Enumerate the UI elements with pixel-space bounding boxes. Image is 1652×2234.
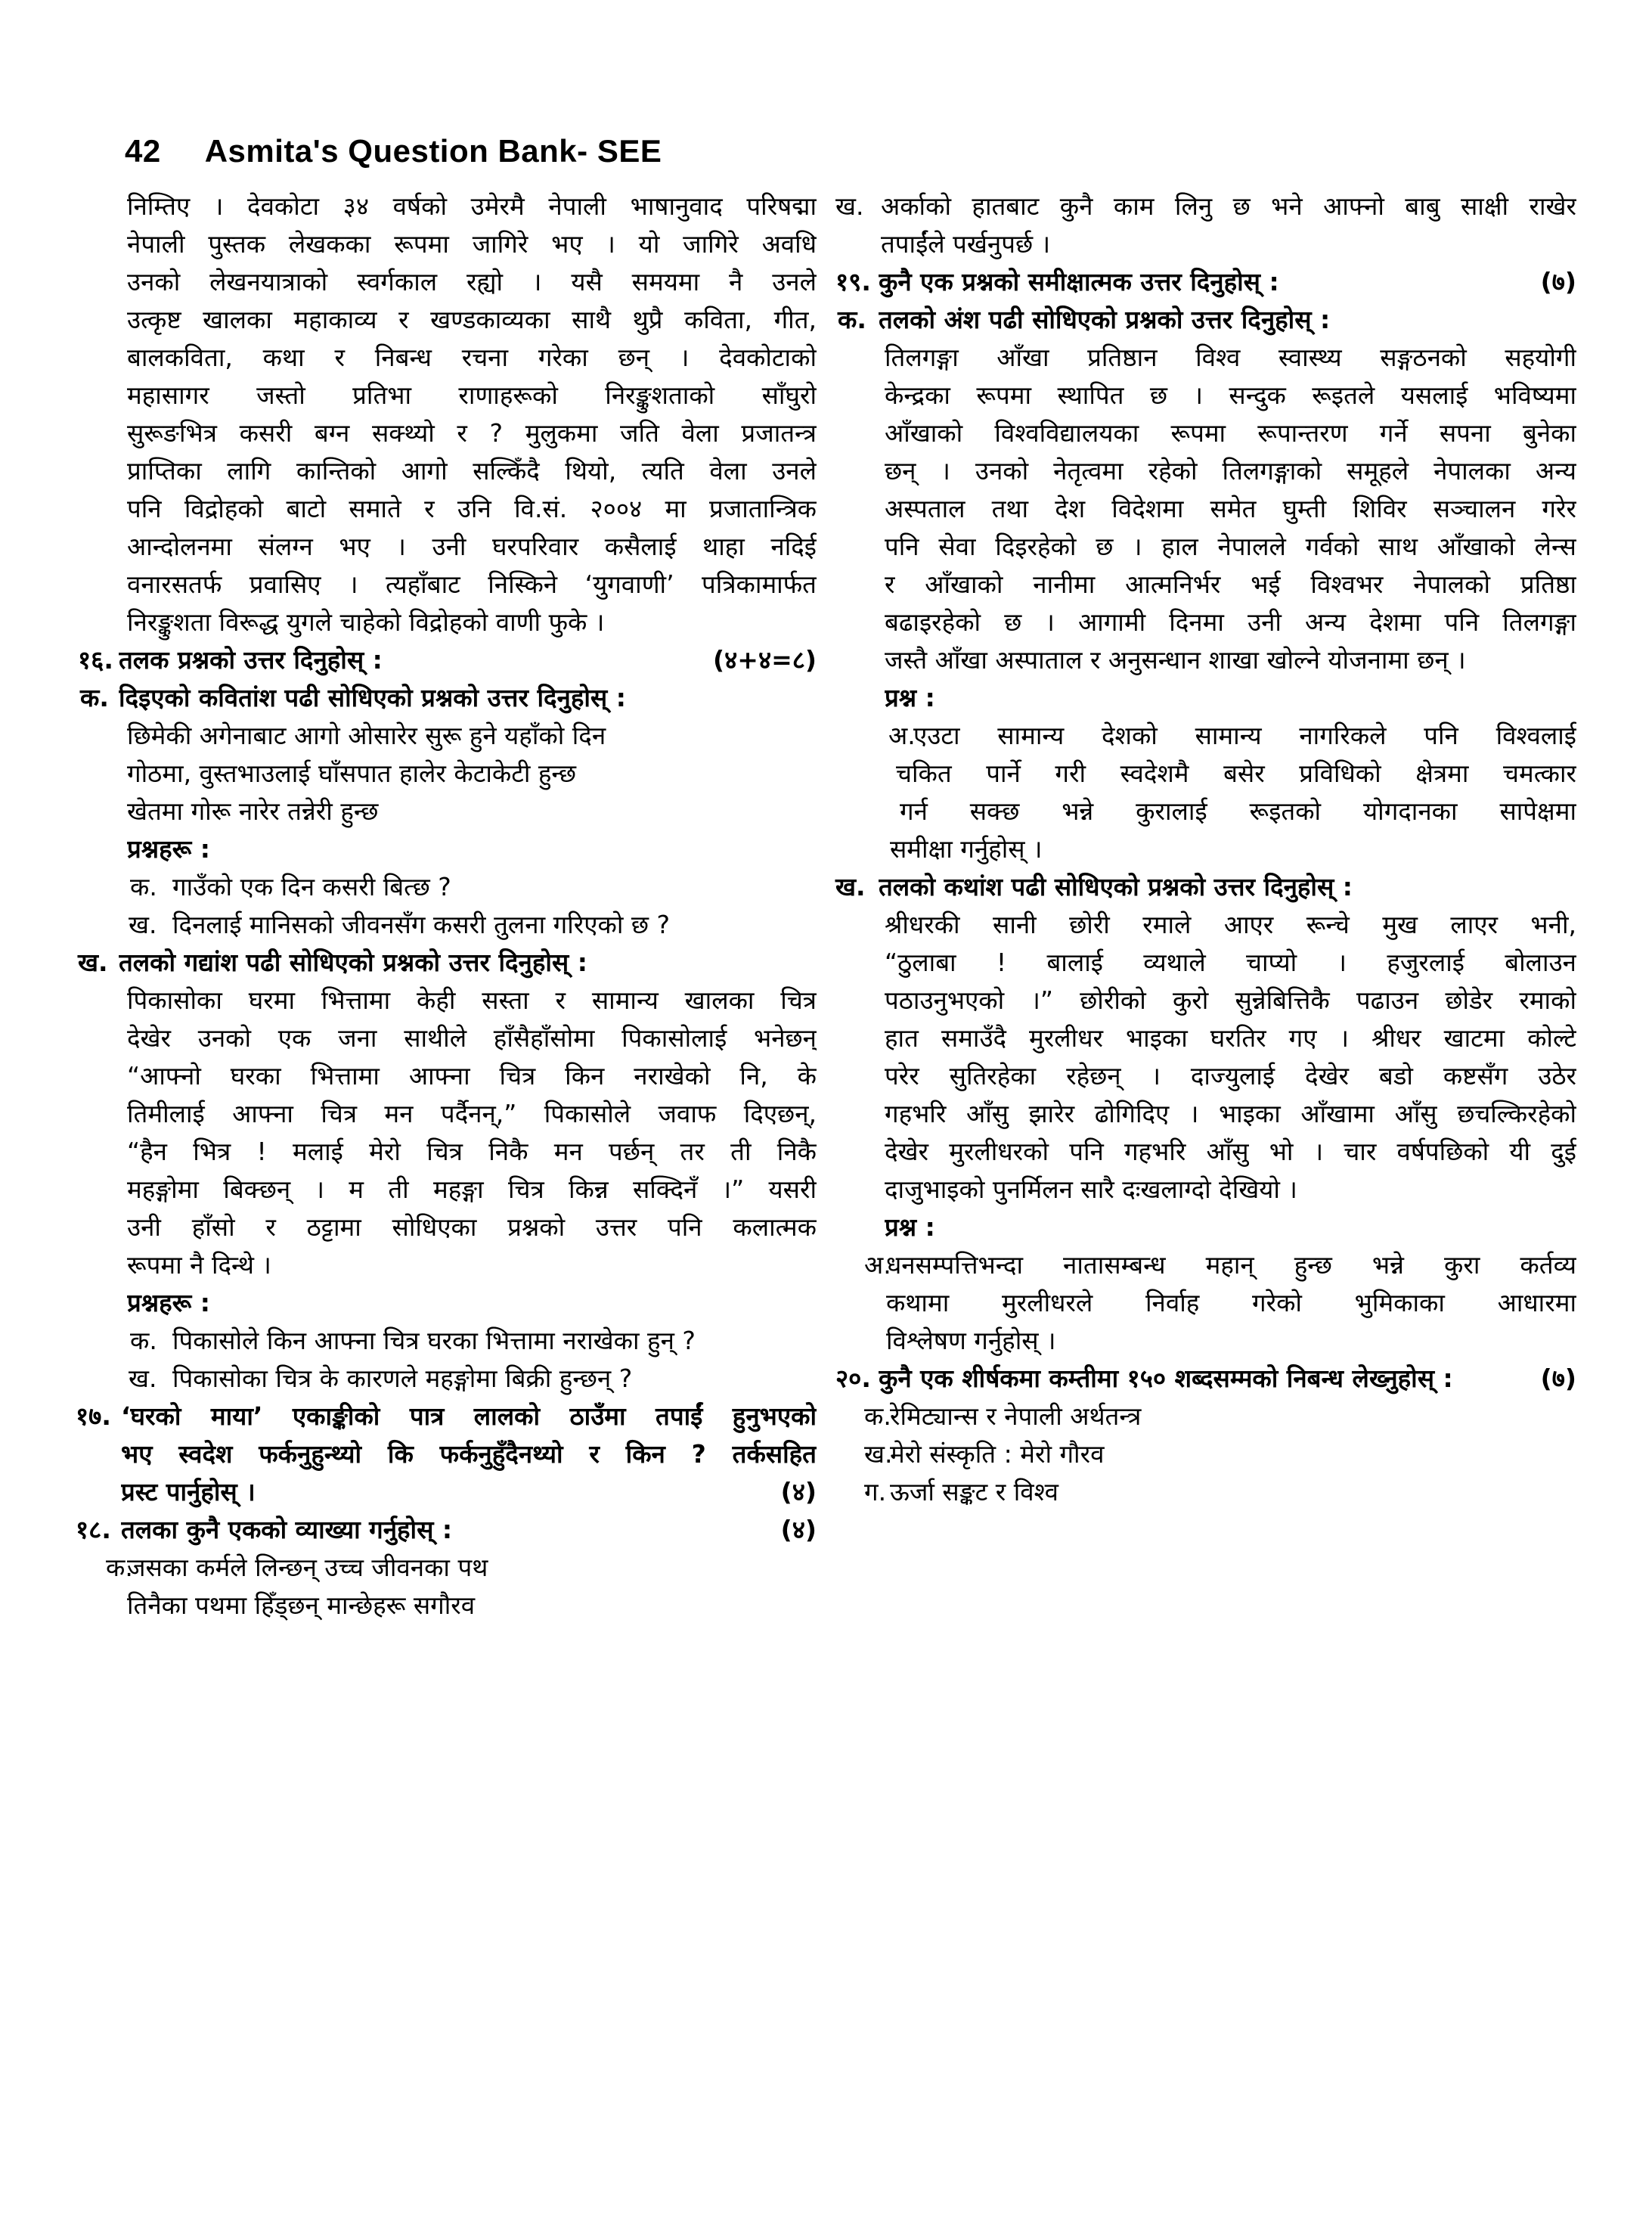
text-line: [76, 452, 817, 490]
text-line: [835, 830, 1576, 868]
text-line: [835, 528, 1576, 566]
text-line: [76, 301, 817, 339]
line-label: २०.: [835, 1364, 871, 1393]
marks-allocation: (७): [1540, 1364, 1576, 1393]
text-line: [835, 490, 1576, 528]
text-line: [835, 1057, 1576, 1095]
line-label: क.: [864, 1401, 891, 1431]
marks-allocation: (४): [780, 1477, 817, 1506]
text-line: [835, 339, 1576, 377]
line-label: क.: [80, 683, 109, 712]
page-number: 42: [125, 133, 161, 169]
line-text: र आँखाको नानीमा आत्मनिर्भर भई विश्वभर नेपालको प्रतिष्ठा: [885, 569, 1576, 599]
line-label: १६.: [78, 645, 113, 675]
line-text: रेमिट्यान्स र नेपाली अर्थतन्त्र: [890, 1401, 1142, 1431]
line-label: अ.: [888, 721, 916, 750]
line-text: पनि सेवा दिइरहेको छ । हाल नेपालले गर्वको साथ आँखाको लेन्स: [885, 532, 1576, 561]
line-text: उत्कृष्ट खालका महाकाव्य र खण्डकाव्यका साथै थुप्रै कविता, गीत,: [127, 305, 817, 334]
text-line: [835, 188, 1576, 225]
line-text: अर्काको हातबाट कुनै काम लिनु छ भने आफ्नो बाबु साक्षी राखेर: [881, 191, 1576, 221]
line-label: ख.: [129, 910, 157, 939]
text-line: [835, 1398, 1576, 1435]
text-line: [76, 1095, 817, 1133]
text-line: [76, 490, 817, 528]
line-text: एउटा सामान्य देशको सामान्य नागरिकले पनि विश्वलाई: [913, 721, 1576, 750]
line-text: मेरो संस्कृति : मेरो गौरव: [890, 1439, 1105, 1469]
line-label: क.: [130, 1326, 157, 1355]
text-line: [835, 1171, 1576, 1209]
page-header: [125, 133, 662, 169]
line-text: प्रश्न :: [885, 1212, 935, 1242]
text-line: [76, 906, 817, 944]
text-line: [76, 263, 817, 301]
line-label: १७.: [76, 1401, 111, 1431]
text-line: [835, 1019, 1576, 1057]
text-line: [835, 225, 1576, 263]
text-line: [76, 679, 817, 717]
text-line: [835, 377, 1576, 414]
left-column: [76, 188, 817, 1624]
text-line: [76, 1057, 817, 1095]
line-text: उनको लेखनयात्राको स्वर्गकाल रह्यो । यसै समयमा नै उनले: [127, 267, 817, 296]
line-text: पिकासोले किन आफ्ना चित्र घरका भित्तामा नराखेका हुन् ?: [172, 1326, 696, 1355]
line-label: ख.: [835, 191, 864, 221]
text-line: [835, 414, 1576, 452]
line-text: चकित पार्ने गरी स्वदेशमै बसेर प्रविधिको क्षेत्रमा चमत्कार: [896, 759, 1576, 788]
text-line: [835, 793, 1576, 830]
text-line: [76, 1398, 817, 1435]
line-label: १८.: [76, 1515, 111, 1544]
text-line: [835, 641, 1576, 679]
line-label: ख.: [78, 948, 108, 977]
line-text: विश्लेषण गर्नुहोस् ।: [886, 1326, 1056, 1355]
text-line: [76, 793, 817, 830]
line-text: देखेर उनको एक जना साथीले हाँसैहाँसोमा पिकासोलाई भनेछन्: [127, 1023, 817, 1053]
line-text: कुनै एक प्रश्नको समीक्षात्मक उत्तर दिनुहोस् :: [879, 267, 1279, 296]
line-text: ‘घरको माया’ एकाङ्कीको पात्र लालको ठाउँमा तपाईं हुनुभएको: [121, 1401, 817, 1431]
text-line: [835, 1360, 1576, 1398]
text-line: [76, 377, 817, 414]
line-text: अस्पताल तथा देश विदेशमा समेत घुम्ती शिविर सञ्चालन गरेर: [885, 494, 1576, 523]
text-line: [76, 982, 817, 1019]
line-text: महासागर जस्तो प्रतिभा राणाहरूको निरङ्कुशताको साँघुरो: [127, 380, 817, 410]
text-line: [835, 452, 1576, 490]
line-label: ग.: [864, 1477, 887, 1506]
text-line: [76, 339, 817, 377]
line-text: जसका कर्मले लिन्छन् उच्च जीवनका पथ: [127, 1553, 488, 1582]
line-text: दिइएको कवितांश पढी सोधिएको प्रश्नको उत्तर दिनुहोस् :: [119, 683, 626, 712]
line-text: केन्द्रका रूपमा स्थापित छ । सन्दुक रूइतले यसलाई भविष्यमा: [885, 380, 1576, 410]
line-text: समीक्षा गर्नुहोस् ।: [890, 834, 1043, 864]
line-text: दाजुभाइको पुनर्मिलन सारै दःखलाग्दो देखियो ।: [885, 1174, 1297, 1204]
text-line: [835, 263, 1576, 301]
line-label: ख.: [129, 1364, 157, 1393]
line-text: रूपमा नै दिन्थे ।: [127, 1250, 271, 1280]
text-line: [76, 1549, 817, 1587]
text-line: [835, 1246, 1576, 1284]
line-text: तिमीलाई आफ्ना चित्र मन पर्दैनन्,” पिकासोले जवाफ दिएछन्,: [127, 1099, 817, 1128]
line-text: गहभरि आँसु झारेर ढोगिदिए । भाइका आँखामा आँसु छचल्किरहेको: [885, 1099, 1576, 1128]
text-line: [835, 755, 1576, 793]
line-text: प्राप्तिका लागि कान्तिको आगो सल्किँदै थियो, त्यति वेला उनले: [127, 456, 817, 486]
text-line: [76, 1171, 817, 1209]
text-line: [76, 868, 817, 906]
line-text: निरङ्कुशता विरूद्ध युगले चाहेको विद्रोहको वाणी फुके ।: [127, 607, 605, 637]
text-line: [76, 1019, 817, 1057]
text-line: [835, 868, 1576, 906]
text-line: [835, 906, 1576, 944]
line-text: पिकासोका घरमा भित्तामा केही सस्ता र सामान्य खालका चित्र: [127, 985, 817, 1015]
text-line: [76, 188, 817, 225]
line-text: सुरूङभित्र कसरी बग्न सक्थ्यो र ? मुलुकमा जति वेला प्रजातन्त्र: [127, 418, 817, 448]
text-line: [835, 982, 1576, 1019]
text-line: [76, 755, 817, 793]
line-label: ख.: [864, 1439, 893, 1469]
text-line: [76, 1473, 817, 1511]
text-line: [76, 566, 817, 603]
text-line: [835, 1095, 1576, 1133]
text-line: [835, 1209, 1576, 1246]
text-line: [835, 1322, 1576, 1360]
text-line: [835, 679, 1576, 717]
line-text: निम्तिए । देवकोटा ३४ वर्षको उमेरमै नेपाली भाषानुवाद परिषद्मा: [127, 191, 817, 221]
marks-allocation: (४): [780, 1515, 817, 1544]
marks-allocation: (४+४=८): [713, 645, 817, 675]
line-text: प्रश्न :: [885, 683, 935, 712]
line-text: “हैन भित्र ! मलाई मेरो चित्र निकै मन पर्छन् तर ती निकै: [127, 1137, 817, 1166]
text-line: [76, 1209, 817, 1246]
line-text: छन् । उनको नेतृत्वमा रहेको तिलगङ्गाको समूहले नेपालका अन्य: [885, 456, 1576, 486]
text-line: [835, 566, 1576, 603]
text-line: [835, 1473, 1576, 1511]
text-line: [835, 1133, 1576, 1171]
text-line: [835, 603, 1576, 641]
text-line: [76, 1360, 817, 1398]
line-text: कथामा मुरलीधरले निर्वाह गरेको भुमिकाका आधारमा: [886, 1288, 1576, 1317]
right-column: [835, 188, 1576, 1511]
text-line: [76, 1511, 817, 1549]
text-line: [76, 1246, 817, 1284]
line-text: देखेर मुरलीधरको पनि गहभरि आँसु भो । चार वर्षपछिको यी दुई: [885, 1137, 1576, 1166]
line-text: गोठमा, वुस्तभाउलाई घाँसपात हालेर केटाकेटी हुन्छ: [127, 759, 577, 788]
line-text: धनसम्पत्तिभन्दा नातासम्बन्ध महान् हुन्छ भन्ने कुरा कर्तव्य: [886, 1250, 1576, 1280]
line-text: जस्तै आँखा अस्पाताल र अनुसन्धान शाखा खोल्ने योजनामा छन् ।: [885, 645, 1466, 675]
page-title: Asmita's Question Bank- SEE: [204, 133, 662, 169]
line-text: “आफ्नो घरका भित्तामा आफ्ना चित्र किन नराखेको नि, के: [127, 1061, 817, 1091]
line-text: तिलगङ्गा आँखा प्रतिष्ठान विश्व स्वास्थ्य सङ्गठनको सहयोगी: [885, 343, 1576, 372]
line-text: नेपाली पुस्तक लेखकका रूपमा जागिरे भए । यो जागिरे अवधि: [127, 229, 817, 259]
line-text: श्रीधरकी सानी छोरी रमाले आएर रून्चे मुख लाएर भनी,: [885, 910, 1576, 939]
line-text: तपाईंले पर्खनुपर्छ ।: [881, 229, 1051, 259]
text-line: [76, 944, 817, 982]
line-text: पनि विद्रोहको बाटो समाते र उनि वि.सं. २००४ मा प्रजातान्त्रिक: [127, 494, 817, 523]
line-text: प्रश्नहरू :: [127, 1288, 210, 1317]
text-line: [835, 944, 1576, 982]
line-text: तलको गद्यांश पढी सोधिएको प्रश्नको उत्तर दिनुहोस् :: [119, 948, 587, 977]
text-line: [835, 301, 1576, 339]
line-text: तलका कुनै एकको व्याख्या गर्नुहोस् :: [121, 1515, 453, 1544]
text-line: [76, 603, 817, 641]
text-line: [76, 1133, 817, 1171]
line-text: गाउँको एक दिन कसरी बित्छ ?: [172, 872, 451, 901]
line-text: दिनलाई मानिसको जीवनसँग कसरी तुलना गरिएको छ ?: [172, 910, 671, 939]
text-line: [76, 830, 817, 868]
line-label: क.: [838, 305, 866, 334]
text-line: [76, 1435, 817, 1473]
text-line: [76, 1322, 817, 1360]
line-text: तलको अंश पढी सोधिएको प्रश्नको उत्तर दिनुहोस् :: [879, 305, 1331, 334]
line-text: छिमेकी अगेनाबाट आगो ओसारेर सुरू हुने यहाँको दिन: [127, 721, 606, 750]
line-label: क.: [106, 1553, 133, 1582]
line-text: तलको कथांश पढी सोधिएको प्रश्नको उत्तर दिनुहोस् :: [879, 872, 1353, 901]
text-line: [835, 1284, 1576, 1322]
line-label: अ.: [864, 1250, 891, 1280]
line-text: गर्न सक्छ भन्ने कुरालाई रूइतको योगदानका सापेक्षमा: [900, 796, 1576, 826]
text-line: [76, 528, 817, 566]
text-line: [835, 1435, 1576, 1473]
line-text: आन्दोलनमा संलग्न भए । उनी घरपरिवार कसैलाई थाहा नदिई: [127, 532, 817, 561]
text-line: [76, 414, 817, 452]
line-text: कुनै एक शीर्षकमा कम्तीमा १५० शब्दसम्मको निबन्ध लेख्नुहोस् :: [879, 1364, 1453, 1393]
line-text: पठाउनुभएको ।” छोरीको कुरो सुन्नेबित्तिकै पढाउन छोडेर रमाको: [885, 985, 1576, 1015]
line-text: बालकविता, कथा र निबन्ध रचना गरेका छन् । देवकोटाको: [127, 343, 817, 372]
text-line: [76, 641, 817, 679]
line-text: “ठुलाबा ! बालाई व्यथाले चाप्यो । हजुरलाई बोलाउन: [885, 948, 1576, 977]
line-text: परेर सुतिरहेका रहेछन् । दाज्युलाई देखेर बडो कष्टसँग उठेर: [885, 1061, 1576, 1091]
line-text: तिनैका पथमा हिँड्छन् मान्छेहरू सगौरव: [127, 1590, 476, 1620]
text-line: [835, 717, 1576, 755]
text-line: [76, 225, 817, 263]
line-text: तलक प्रश्नको उत्तर दिनुहोस् :: [119, 645, 383, 675]
line-label: क.: [130, 872, 157, 901]
line-text: महङ्गोमा बिक्छन् । म ती महङ्गा चित्र किन्न सक्दिनँ ।” यसरी: [127, 1174, 817, 1204]
line-text: उनी हाँसो र ठट्टामा सोधिएका प्रश्नको उत्तर पनि कलात्मक: [127, 1212, 817, 1242]
line-text: पिकासोका चित्र के कारणले महङ्गोमा बिक्री हुन्छन् ?: [172, 1364, 633, 1393]
line-text: आँखाको विश्वविद्यालयका रूपमा रूपान्तरण गर्ने सपना बुनेका: [885, 418, 1576, 448]
line-text: वनारसतर्फ प्रवासिए । त्यहाँबाट निस्किने ‘युगवाणी’ पत्रिकामार्फत: [127, 569, 817, 599]
line-text: प्रस्ट पार्नुहोस् ।: [121, 1477, 256, 1506]
line-text: हात समाउँदै मुरलीधर भाइका घरतिर गए । श्रीधर खाटमा कोल्टे: [885, 1023, 1576, 1053]
text-line: [76, 1284, 817, 1322]
text-line: [76, 717, 817, 755]
line-label: १९.: [835, 267, 871, 296]
text-line: [76, 1587, 817, 1624]
line-text: ऊर्जा सङ्कट र विश्व: [890, 1477, 1059, 1506]
line-text: बढाइरहेको छ । आगामी दिनमा उनी अन्य देशमा पनि तिलगङ्गा: [885, 607, 1576, 637]
line-text: भए स्वदेश फर्कनुहुन्थ्यो कि फर्कनुहुँदैनथ्यो र किन ? तर्कसहित: [121, 1439, 817, 1469]
line-label: ख.: [835, 872, 866, 901]
line-text: प्रश्नहरू :: [127, 834, 210, 864]
line-text: खेतमा गोरू नारेर तन्नेरी हुन्छ: [127, 796, 379, 826]
marks-allocation: (७): [1540, 267, 1576, 296]
